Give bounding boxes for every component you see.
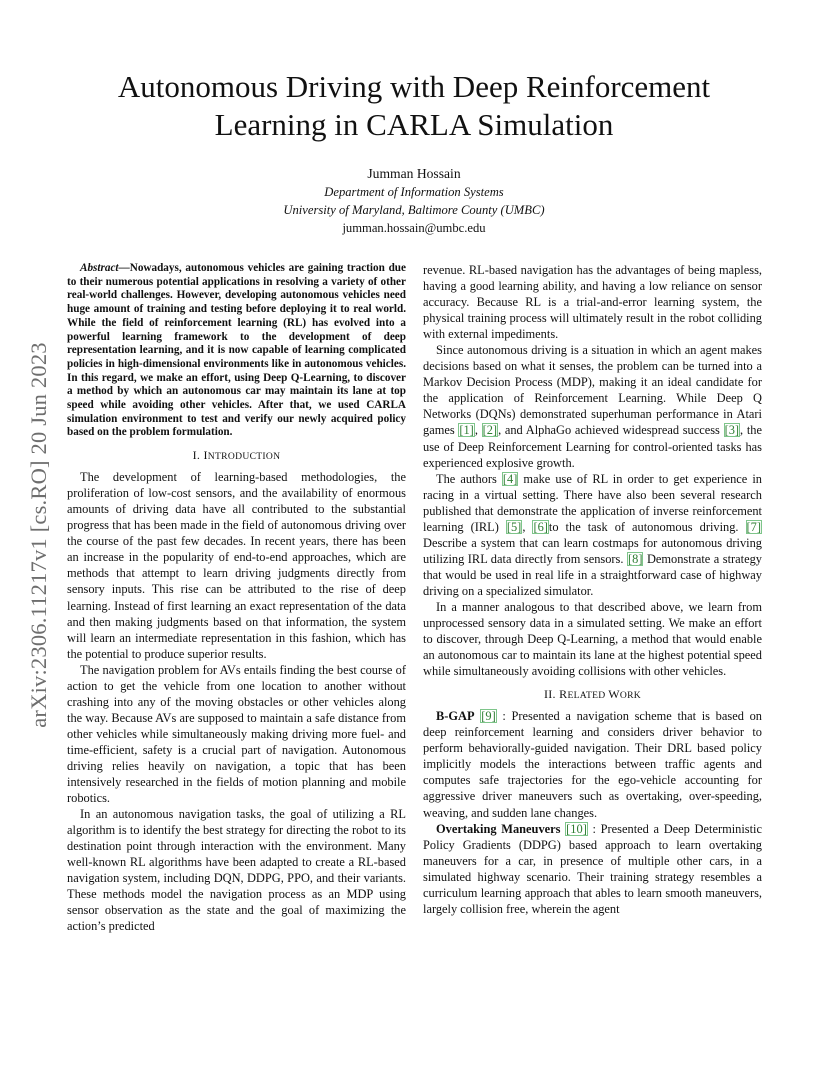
arxiv-identifier (22, 300, 56, 770)
author-university: University of Maryland, Baltimore County (UMBC) (283, 203, 545, 217)
abstract-lead: Abstract (80, 262, 119, 274)
right-column (423, 262, 762, 917)
citation-link-5[interactable]: [5] (506, 519, 522, 534)
intro-paragraph-5: The authors [4] make use of RL in order to get experience in racing in a virtual setting. There have also been several research published that demonstrate the application of inverse reinforcement learning (IRL) [5], [6]to the task of autonomous driving. [7] Describe a system that can learn costmaps for autonomous driving utilizing IRL data directly from sensors. [8] Demonstrate a strategy that would be used in real life in a straightforward case of highway driving on a specialized simulator. (423, 471, 763, 598)
intro-paragraph-2: The navigation problem for AVs entails finding the best course of action to get the vehicle from one location to another without crashing into any of the moving obstacles or other vehicles along the way. Because AVs are supposed to maintain a safe distance from other vehicles while simultaneously making driving more fuel- and time-efficient, safety is a crucial part of navigation. Autonomous driving relies heavily on navigation, a topic that has been intensively researched in the fields of motion planning and mobile robotics. (67, 662, 406, 806)
citation-link-2[interactable]: [2] (482, 423, 498, 438)
author-name: Jumman Hossain (367, 166, 461, 181)
intro-paragraph-6: In a manner analogous to that described above, we learn from unprocessed sensory data in a simulated setting. We make an effort to discover, through Deep Q-Learning, a method that would enable an autonomous car to maintain its lane at the highest potential speed while simultaneously avoiding collisions with other vehicles. (423, 599, 762, 679)
citation-link-3[interactable]: [3] (724, 423, 740, 438)
citation-link-7[interactable]: [7] (746, 519, 761, 534)
citation-link-1[interactable]: [1] (459, 423, 474, 438)
paper-title (60, 68, 768, 144)
bgap-label: B-GAP (436, 709, 475, 724)
related-work-overtaking: Overtaking Maneuvers [10] : Presented a Deep Deterministic Policy Gradients (DDPG) based approach to learn overtaking maneuvers for a car, in presence of multiple other cars, in a simulated highway scenario. Their training strategy resembles a curriculum learning approach that ables to learn smooth maneuvers, largely collision free, wherein the agent (423, 821, 762, 916)
section-heading-related-work: II. RELATED WORK (543, 687, 642, 702)
author-email: jumman.hossain@umbc.edu (342, 221, 486, 235)
related-work-bgap: B-GAP [9] : Presented a navigation scheme that is based on deep reinforcement learning and considers driver behavior to perform behaviorally-guided navigation. Their DRL based policy implicitly models the interactions between traffic agents and computes safe trajectories for the ego-vehicle accounting for aggressive driver maneuvers such as overtaking, over-speeding, weaving, and sudden lane changes. (423, 709, 762, 820)
citation-link-10[interactable]: [10] (566, 821, 587, 836)
intro-paragraph-4: Since autonomous driving is a situation in which an agent makes decisions based on what it senses, the problem can be turned into a Markov Decision Process (MDP), making it an ideal candidate for the application of Reinforcement Learning. While Deep Q Networks (DQNs) demonstrated superhuman performance in Atari games [1], [2], and AlphaGo achieved widespread success [3], the use of Deep Reinforcement Learning for control-oriented tasks has experienced explosive growth. (423, 343, 762, 470)
paper-title-line-2: Learning in CARLA Simulation (214, 107, 614, 142)
left-column (67, 262, 406, 935)
intro-paragraph-1: The development of learning-based methodologies, the proliferation of low-cost sensors, and the availability of enormous amounts of driving data have all contributed to the substantial progress that has been made in the field of autonomous driving over the course of the past few decades. In recent years, there has been an increase in the popularity of end-to-end approaches, which are methods that attempt to learn driving judgments directly from sensory inputs. This rise can be attributed to the rise of deep learning. Instead of first learning an exact representation of the data and then making judgments based on that information, the system will learn an intermediate representation in this fashion, which has the potential to produce superior results. (67, 470, 406, 661)
overtaking-label: Overtaking Maneuvers (436, 821, 561, 836)
intro-paragraph-3: In an autonomous navigation tasks, the goal of utilizing a RL algorithm is to identify the best strategy for directing the robot to its destination point through interaction with the environment. Many well-known RL algorithms have been adapted to create a RL-based navigation system, including DQN, DDPG, PPO, and their variants. These methods model the navigation process as an MDP using sensor observation as the state and the goal of maximizing the action’s predicted (67, 807, 406, 934)
abstract (67, 262, 406, 440)
paper-title-line-1: Autonomous Driving with Deep Reinforcement (117, 69, 711, 104)
abstract-text: —Nowadays, autonomous vehicles are gaining traction due to their numerous potential applications in resolving a variety of other real-world challenges. However, developing autonomous vehicles need huge amount of training and testing before deploying it to real world. While the field of reinforcement learning (RL) has evolved into a powerful learning framework to the development of deep representation learning, and it is now capable of learning complicated policies in high-dimensional environments like in autonomous vehicles. In this regard, we make an effort, using Deep Q-Learning, to discover a method by which an autonomous car may maintain its lane at top speed while avoiding other vehicles. After that, we used CARLA simulation environment to test and verify our newly acquired policy based on the problem formulation. (67, 262, 406, 439)
section-heading-introduction: I. INTRODUCTION (192, 448, 281, 463)
citation-link-9[interactable]: [9] (481, 709, 496, 724)
citation-link-6[interactable]: [6] (533, 519, 548, 534)
citation-link-4[interactable]: [4] (502, 471, 518, 486)
citation-link-8[interactable]: [8] (628, 551, 643, 566)
author-department: Department of Information Systems (324, 185, 504, 199)
intro-paragraph-3-continued: revenue. RL-based navigation has the advantages of being mapless, having a good learning ability, and having a low reliance on sensor accuracy. Because RL is a trial-and-error learning system, the physical training process will ultimately result in the robot colliding with external impediments. (423, 263, 762, 342)
author-block (160, 165, 668, 237)
arxiv-identifier-text: arXiv:2306.11217v1 [cs.RO] 20 Jun 2023 (26, 342, 51, 728)
